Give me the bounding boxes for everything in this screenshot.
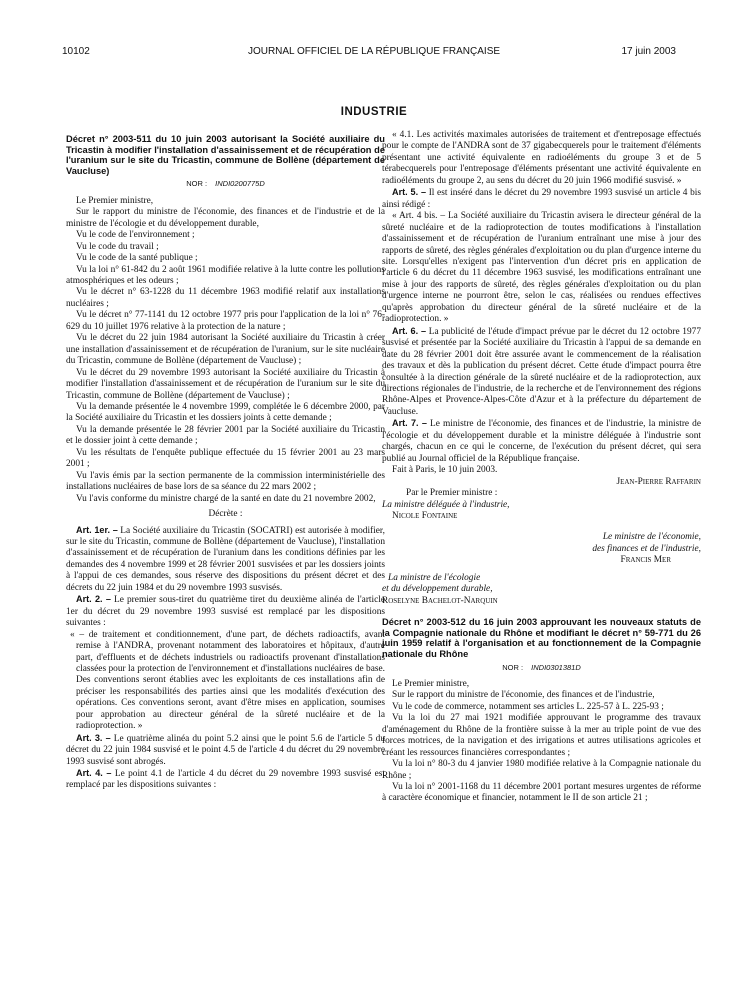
visa-paragraph: Vu le code de commerce, notamment ses articles L. 225-57 à L. 225-93 ; (392, 701, 664, 712)
nor-label: NOR : (502, 662, 524, 672)
issue-date: 17 juin 2003 (621, 46, 676, 57)
visa-paragraph: Vu l'avis conforme du ministre chargé de la santé en date du 21 novembre 2002, (76, 493, 376, 504)
visa-paragraph: Vu la loi n° 80-3 du 4 janvier 1980 modifiée relative à la Compagnie nationale du Rhône ; (382, 759, 701, 781)
decree2-title: Décret n° 2003-512 du 16 juin 2003 approuvant les nouveaux statuts de la Compagnie nationale du Rhône et modifiant le décret n° 59-771 du 26 juin 1959 relatif à l'organisation et au fonctionnement de la Compagnie nationale du Rhône (382, 617, 701, 659)
visa-paragraph: Vu le décret du 29 novembre 1993 autorisant la Société auxiliaire du Tricastin à modifier l'installation d'assainissement et de récupération de l'uranium sur le site du Tricastin, commune de Bollène (département de Vaucluse) ; (66, 367, 385, 401)
article-1 (66, 525, 385, 595)
by-prime-minister: Par le Premier ministre : (406, 488, 498, 499)
decree1-title: Décret n° 2003-511 du 10 juin 2003 autorisant la Société auxiliaire du Tricastin à modifier l'installation d'assainissement et de récupération de l'uranium sur le site du Tricastin, commune de Bollène (département de Vaucluse) (66, 134, 385, 176)
article-label: Art. 4. – (76, 768, 112, 779)
visa-paragraph: Vu la demande présentée le 28 février 2001 par la Société auxiliaire du Tricastin et le dossier joint à cette demande ; (66, 424, 385, 447)
visa-paragraph: Le Premier ministre, (76, 195, 154, 206)
article-label: Art. 1er. – (76, 524, 118, 535)
visa-paragraph: Vu le code du travail ; (76, 241, 159, 252)
visa-paragraph: Vu l'avis émis par la section permanente de la commission interministérielle des installations nucléaires de base lors de sa séance du 22 mars 2002 ; (66, 470, 385, 493)
article-text: Le premier sous-tiret du quatrième tiret du deuxième alinéa de l'article 1er du décret du 29 novembre 1993 susvisé est remplacé par les dispositions suivantes : (66, 595, 386, 629)
article-text: La publicité de l'étude d'impact prévue par le décret du 12 octobre 1977 susvisé et présentée par la Société auxiliaire du Tricastin à l'appui de sa demande en date du 28 février 2001 doit être assurée avant le commencement de la réalisation des travaux et dès la publication du présent décret. Cette étude d'impact pourra être consultée à la direction générale de la sûreté nucléaire et de la radioprotection, aux directions régionales de l'industrie, de la recherche et de l'environnement des régions Rhône-Alpes et Provence-Alpes-Côte d'Azur et à la préfecture du département de Vaucluse. (382, 326, 701, 417)
article-text: Le quatrième alinéa du point 5.2 ainsi que le point 5.6 de l'article 5 du décret du 22 juin 1984 susvisé et le point 4.5 de l'article 4 du décret du 29 novembre 1993 susvisé sont abrogés. (66, 733, 386, 767)
decree1-nor (66, 178, 385, 189)
article-5 (382, 187, 701, 211)
article-7 (382, 418, 701, 465)
visa-paragraph: Vu la loi n° 2001-1168 du 11 décembre 2001 portant mesures urgentes de réforme à caractère économique et financier, notamment le II de son article 21 ; (382, 782, 701, 804)
article-2 (66, 594, 385, 629)
visa-paragraph: Sur le rapport du ministre de l'économie, des finances et de l'industrie, (392, 690, 655, 701)
article-4-quote: « 4.1. Les activités maximales autorisées de traitement et d'entreposage effectués pour le compte de l'ANDRA sont de 37 gigabecquerels pour le traitement d'éléments présentant une activité équivalente en radioéléments du groupe 3 et de 5 térabecquerels pour l'entreposage d'éléments présentant une activité équivalente en radioéléments du groupe 2, au sens du décret du 20 juin 1966 modifié susvisé. » (382, 130, 701, 186)
section-title: INDUSTRIE (340, 106, 408, 118)
visa-paragraph: Sur le rapport du ministre de l'économie, des finances et de l'industrie et de la ministre de l'écologie et du développement durable, (66, 207, 385, 229)
minister-economy-title: Le ministre de l'économie, (602, 532, 701, 543)
minister-industry-title: La ministre déléguée à l'industrie, (382, 499, 510, 510)
left-column (66, 134, 385, 792)
nor-code: INDI0200775D (215, 179, 265, 189)
visa-paragraph: Vu la demande présentée le 4 novembre 1999, complétée le 6 décembre 2000, par la Société auxiliaire du Tricastin et les dossiers joints à cette demande ; (66, 401, 385, 424)
visa-paragraph: Vu le code de l'environnement ; (76, 230, 195, 241)
article-6 (382, 326, 701, 419)
minister-ecology-name: Roselyne Bachelot-Narquin (382, 595, 498, 606)
article-3 (66, 733, 385, 768)
article-text: La Société auxiliaire du Tricastin (SOCATRI) est autorisée à modifier, sur le site du Tricastin, commune de Bollène (département de Vaucluse), l'installation d'assainissement et de récupération de l'uranium dans les conditions définies par les demandes des 4 novembre 1999 et 28 février 2001 susvisées et par les dossiers joints à l'appui de ces demandes, sous réserve des dispositions du présent décret et des décrets du 22 juin 1984 et du 29 novembre 1993 susvisés. (66, 525, 385, 593)
visa-paragraph: Vu la loi n° 61-842 du 2 août 1961 modifiée relative à la lutte contre les pollutions atmosphériques et les odeurs ; (66, 264, 385, 286)
article-label: Art. 3. – (76, 732, 111, 743)
place-date: Fait à Paris, le 10 juin 2003. (392, 465, 498, 476)
visa-paragraph: Vu le code de la santé publique ; (76, 253, 198, 264)
article-5-quote: « Art. 4 bis. – La Société auxiliaire du Tricastin avisera le directeur général de la sûreté nucléaire et de la radioprotection de toutes modifications à l'installation d'assainissement et de récupération de l'uranium entraînant une mise à jour des rapports de sûreté, des règles générales d'exploitation ou du plan d'urgence interne du site. Lorsqu'elles n'exigent pas l'intervention d'un décret pris en application de l'article 6 du décret du 11 décembre 1963 susvisé, les modifications entraînant une mise à jour des rapports de sûreté, des règles générales d'exploitation ou du plan d'urgence interne ne pourront être, selon le cas, réalisées ou rendues effectives qu'après approbation du directeur général de la sûreté nucléaire et de la radioprotection. » (382, 211, 701, 325)
minister-ecology-title-2: et du développement durable, (382, 584, 493, 595)
minister-ecology-title: La ministre de l'écologie (388, 572, 481, 583)
right-column (382, 130, 701, 805)
article-label: Art. 5. – (392, 187, 427, 198)
page-header (0, 46, 748, 62)
article-text: Il est inséré dans le décret du 29 novembre 1993 susvisé un article 4 bis ainsi rédigé : (382, 188, 702, 210)
visa-paragraph: Vu la loi du 27 mai 1921 modifiée approuvant le programme des travaux d'aménagement du Rhône de la frontière suisse à la mer au triple point de vue des forces motrices, de la navigation et des irrigations et autres utilisations agricoles et créant les ressources financières correspondantes ; (382, 713, 701, 758)
article-4 (66, 768, 385, 792)
visa-paragraph: Vu les résultats de l'enquête publique effectuée du 15 février 2001 au 23 mars 2001 ; (66, 447, 385, 470)
nor-code: INDI0301381D (531, 662, 581, 672)
prime-minister-signature: Jean-Pierre Raffarin (616, 476, 701, 487)
visa-paragraph: Vu le décret n° 77-1141 du 12 octobre 1977 pris pour l'application de la loi n° 76-629 du 10 juillet 1976 relative à la protection de la nature ; (66, 310, 385, 332)
nor-label: NOR : (186, 179, 208, 189)
minister-industry-name: Nicole Fontaine (392, 510, 458, 521)
journal-title: JOURNAL OFFICIEL DE LA RÉPUBLIQUE FRANÇAISE (247, 46, 501, 57)
visa-paragraph: Vu le décret n° 63-1228 du 11 décembre 1963 modifié relatif aux installations nucléaires ; (66, 287, 385, 309)
decree2-nor (382, 662, 701, 673)
article-label: Art. 7. – (392, 418, 427, 429)
visa-paragraph: Le Premier ministre, (392, 678, 470, 689)
minister-economy-name: Francis Mer (620, 555, 671, 566)
minister-economy-title-2: des finances et de l'industrie, (592, 543, 701, 554)
page-number: 10102 (62, 46, 90, 57)
article-text: Le point 4.1 de l'article 4 du décret du 29 novembre 1993 susvisé est remplacé par les dispositions suivantes : (66, 769, 386, 791)
article-2-quote: « – de traitement et conditionnement, d'une part, de déchets radioactifs, avant remise à l'ANDRA, provenant notamment des laboratoires et hôpitaux, d'autre part, d'effluents et de déchets industriels ou radioactifs provenant d'installations classées pour la protection de l'environnement et d'installations nucléaires de base. Des conventions seront établies avec les exploitants de ces installations afin de préciser les responsabilités des parties ainsi que les modalités d'exécution des opérations. Ces conventions seront, avant d'être mises en application, soumises pour approbation au directeur général de la sûreté nucléaire et de la radioprotection. » (70, 629, 385, 732)
article-label: Art. 6. – (392, 325, 427, 336)
article-text: Le ministre de l'économie, des finances et de l'industrie, la ministre de l'écologie et du développement durable et la ministre déléguée à l'industrie sont chargés, chacun en ce qui le concerne, de l'exécution du présent décret, qui sera publié au Journal officiel de la République française. (382, 419, 701, 464)
article-label: Art. 2. – (76, 594, 111, 605)
decrete-heading: Décrète : (208, 509, 243, 520)
visa-paragraph: Vu le décret du 22 juin 1984 autorisant la Société auxiliaire du Tricastin à créer une installation d'assainissement et de récupération de l'uranium, sur le site nucléaire du Tricastin, commune de Bollène (département de Vaucluse) ; (66, 333, 385, 367)
